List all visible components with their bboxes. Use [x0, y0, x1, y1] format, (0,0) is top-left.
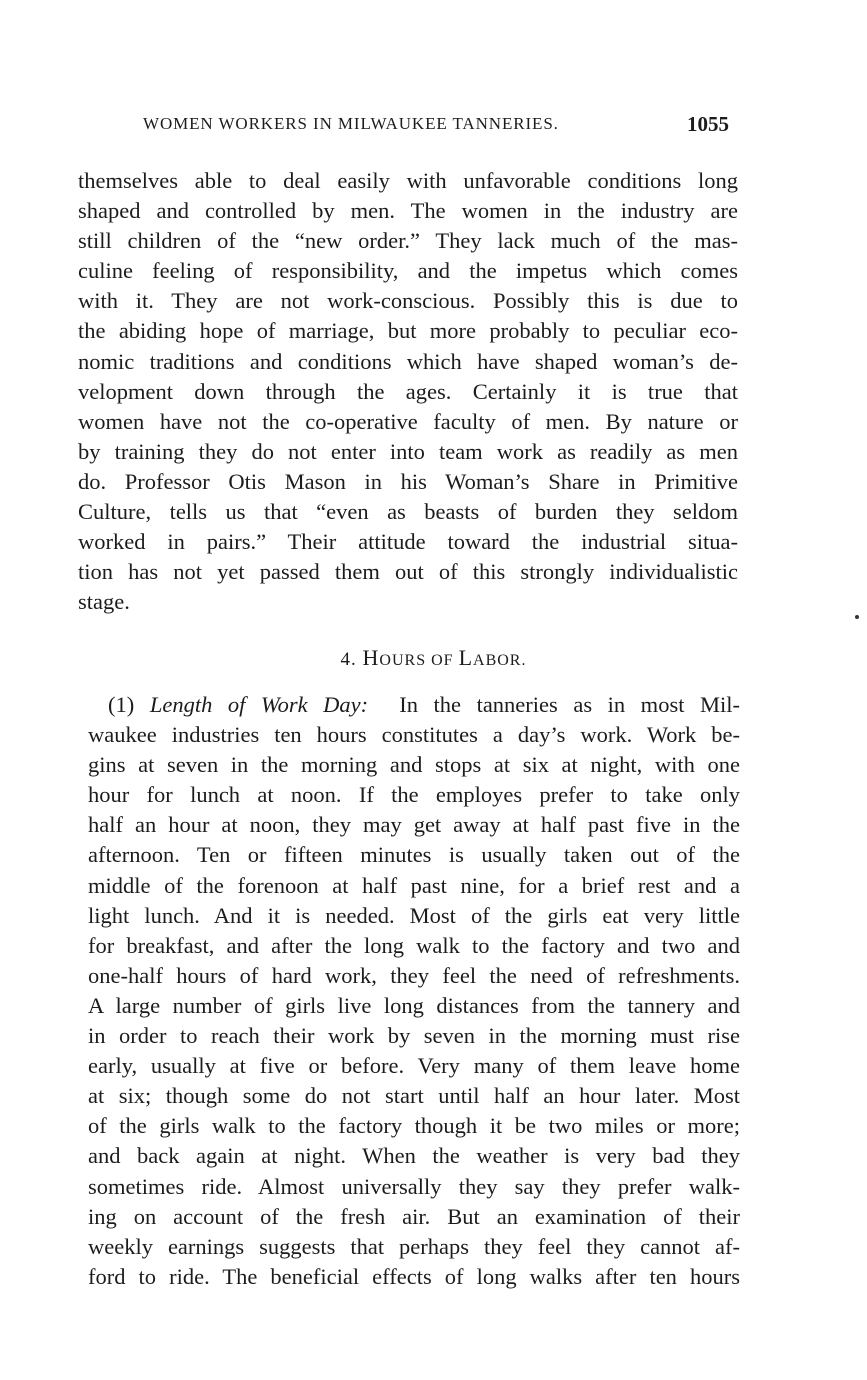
text-line: ford to ride. The beneficial effects of long walks after ten hours	[88, 1263, 740, 1289]
text-line: light lunch. And it is needed. Most of the girls eat very little	[88, 902, 740, 928]
section-heading	[0, 645, 867, 671]
text-line: at six; though some do not start until half an hour later. Most	[88, 1083, 740, 1109]
text-line: afternoon. Ten or fifteen minutes is usually taken out of the	[88, 842, 740, 868]
text-line: of the girls walk to the factory though it be two miles or more;	[88, 1113, 740, 1139]
text-line: A large number of girls live long distances from the tannery and	[88, 992, 740, 1018]
text-line: themselves able to deal easily with unfavorable conditions long	[78, 168, 738, 193]
text-line: early, usually at five or before. Very many of them leave home	[88, 1053, 740, 1079]
text-line: waukee industries ten hours constitutes a day’s work. Work be-	[88, 722, 740, 748]
text-line: half an hour at noon, they may get away at half past five in the	[88, 812, 740, 838]
text-line: nomic traditions and conditions which have shaped woman’s de-	[78, 348, 738, 374]
section-title-part: OURS OF	[379, 652, 459, 669]
text-line: culine feeling of responsibility, and the impetus which comes	[78, 258, 738, 284]
text-line: and back again at night. When the weather is very bad they	[88, 1143, 740, 1169]
text-line: middle of the forenoon at half past nine, for a brief rest and a	[88, 872, 740, 898]
text-line: the abiding hope of marriage, but more probably to peculiar eco-	[78, 318, 738, 344]
text-line: stage.	[78, 589, 130, 615]
text-line: worked in pairs.” Their attitude toward the industrial situa-	[78, 529, 738, 555]
section-title-part: ABOR.	[473, 652, 527, 669]
running-head	[143, 112, 733, 138]
margin-speck	[855, 615, 859, 619]
paragraph-first-line	[88, 690, 740, 720]
text-line: gins at seven in the morning and stops at six at night, with one	[88, 752, 740, 778]
text-line: do. Professor Otis Mason in his Woman’s Share in Primitive	[78, 468, 738, 494]
text-line: shaped and controlled by men. The women in the industry are	[78, 198, 738, 224]
page-number: 1055	[687, 112, 729, 136]
paragraph-continued	[78, 166, 738, 617]
section-title-initial: L	[458, 645, 474, 670]
text-line: still children of the “new order.” They lack much of the mas-	[78, 228, 738, 254]
text-line: one-half hours of hard work, they feel the need of refreshments.	[88, 962, 740, 988]
section-number: 4.	[340, 649, 357, 670]
text-line: with it. They are not work-conscious. Possibly this is due to	[78, 288, 738, 314]
text-line: tion has not yet passed them out of this strongly individualistic	[78, 559, 738, 585]
text-line: velopment down through the ages. Certainly it is true that	[78, 378, 738, 404]
text-line: Culture, tells us that “even as beasts of burden they seldom	[78, 499, 738, 525]
text-line: sometimes ride. Almost universally they say they prefer walk-	[88, 1173, 740, 1199]
text-line: by training they do not enter into team work as readily as men	[78, 438, 738, 464]
subsection-number: (1)	[108, 692, 135, 717]
text-line: in order to reach their work by seven in the morning must rise	[88, 1023, 740, 1049]
text-line: ing on account of the fresh air. But an examination of their	[88, 1203, 740, 1229]
text-line: women have not the co-operative faculty of men. By nature or	[78, 408, 738, 434]
run-in-heading: Length of Work Day:	[149, 692, 369, 717]
text-line: for breakfast, and after the long walk to the factory and two and	[88, 932, 740, 958]
text-line: weekly earnings suggests that perhaps they feel they cannot af-	[88, 1233, 740, 1259]
section-title-initial: H	[362, 645, 380, 670]
text-line: hour for lunch at noon. If the employes prefer to take only	[88, 782, 740, 808]
running-title: WOMEN WORKERS IN MILWAUKEE TANNERIES.	[143, 114, 559, 133]
paragraph-length-of-work-day	[88, 690, 740, 1292]
first-line-text: In the tanneries as in most Mil-	[399, 692, 740, 717]
